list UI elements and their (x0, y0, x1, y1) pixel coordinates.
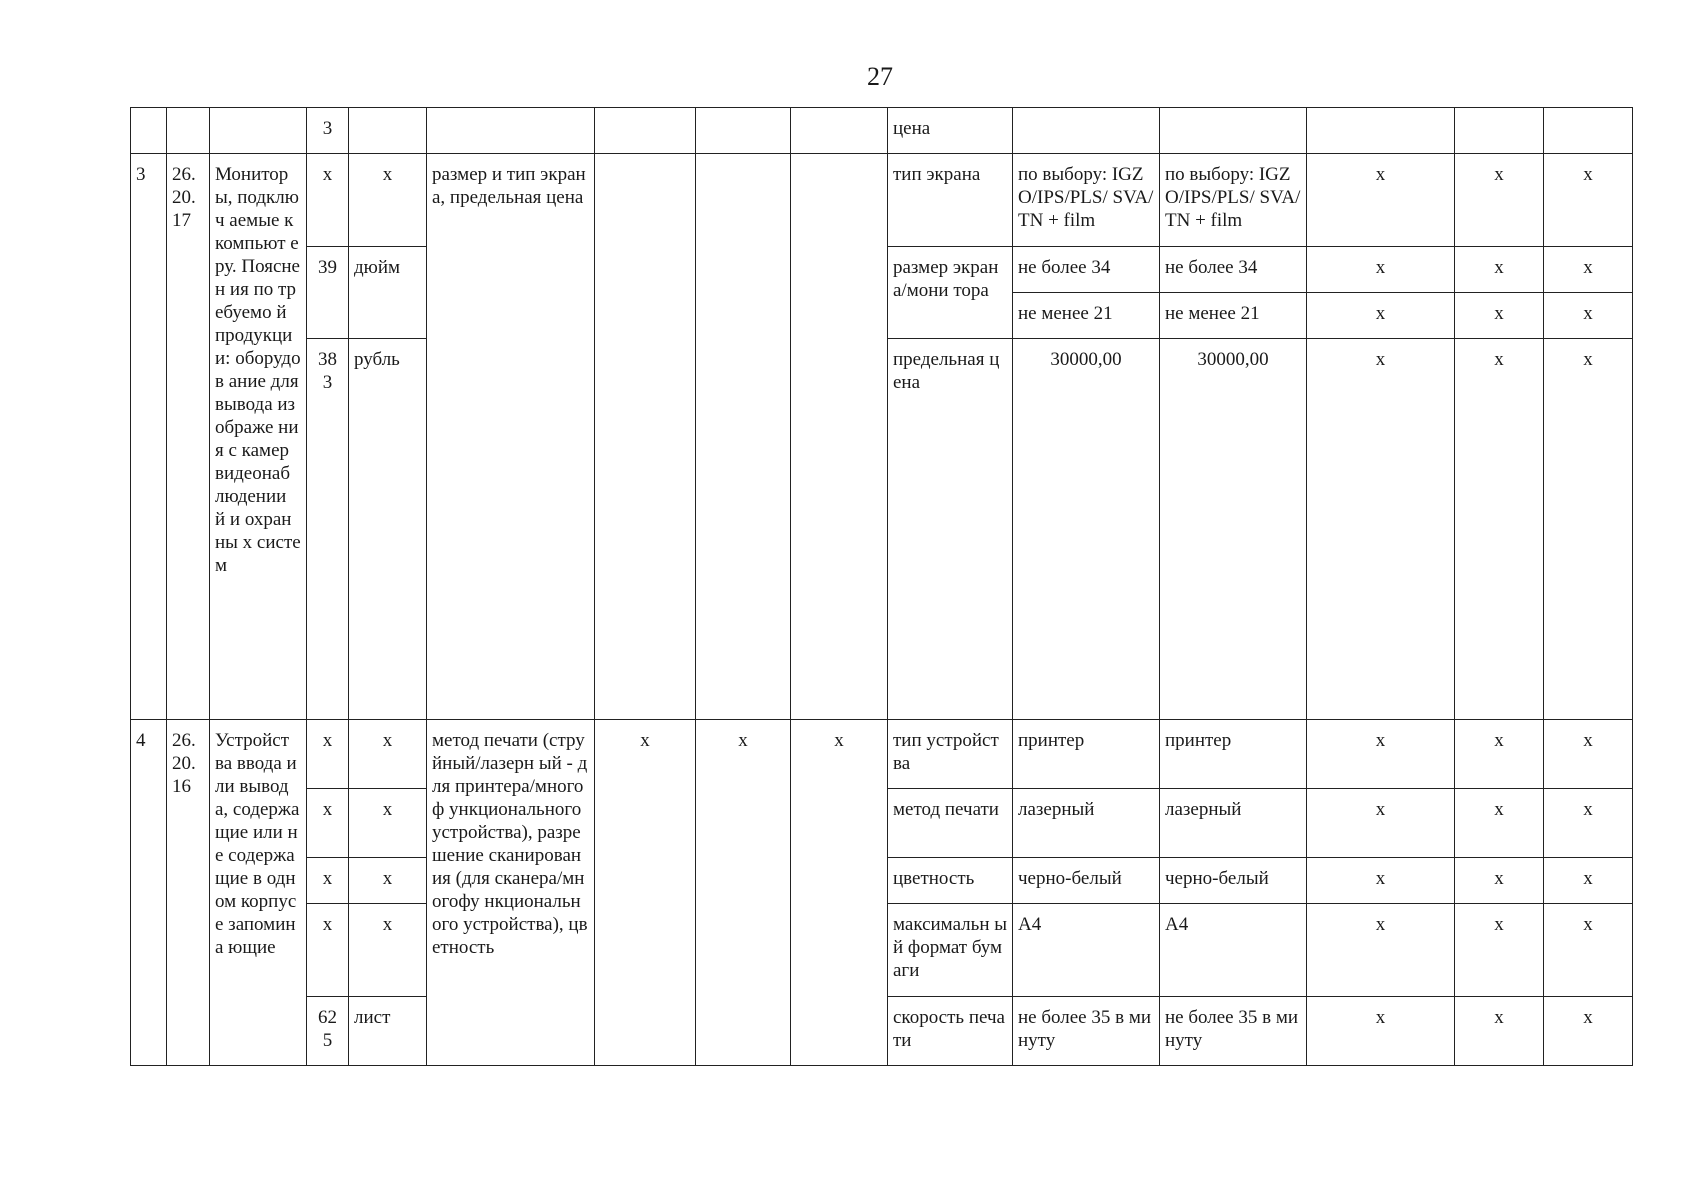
value-cell: принтер (1160, 720, 1307, 789)
value-cell: по выбору: IGZO/IPS/PLS/ SVA/TN + film (1013, 154, 1160, 247)
unit-cell: рубль (349, 339, 427, 720)
x-cell: х (1307, 904, 1455, 997)
code-cell: х (307, 858, 349, 904)
code-cell: х (307, 789, 349, 858)
x-cell: х (1307, 858, 1455, 904)
characteristic-cell: тип устройства (888, 720, 1013, 789)
code-cell: 39 (307, 247, 349, 339)
value-cell: лазерный (1013, 789, 1160, 858)
value-cell: не более 34 (1160, 247, 1307, 293)
value-cell: А4 (1160, 904, 1307, 997)
row-number: 3 (131, 154, 167, 720)
unit-cell: х (349, 154, 427, 247)
unit-cell: дюйм (349, 247, 427, 339)
okpd-code: 26. 20. 16 (167, 720, 210, 1066)
characteristic-cell: скорость печати (888, 997, 1013, 1066)
x-cell: х (791, 720, 888, 1066)
x-cell: х (696, 720, 791, 1066)
unit-cell: лист (349, 997, 427, 1066)
page-number: 27 (867, 62, 893, 91)
characteristic-cell: предельная цена (888, 339, 1013, 720)
x-cell: х (1307, 789, 1455, 858)
table-row (131, 154, 1633, 247)
x-cell: х (1455, 247, 1544, 293)
x-cell: х (1544, 789, 1633, 858)
value-cell: не более 34 (1013, 247, 1160, 293)
product-name: Монитор ы, подключ аемые к компьют еру. Пояснен ия по требуемо й продукци и: оборудов ание для вывода изображе ния с камер видеонаб людении й и охранны х систем (210, 154, 307, 720)
code-cell: 3 (307, 108, 349, 154)
code-cell: х (307, 904, 349, 997)
value-cell: по выбору: IGZO/IPS/PLS/ SVA/TN + film (1160, 154, 1307, 247)
x-cell: х (1544, 904, 1633, 997)
okpd-code: 26. 20. 17 (167, 154, 210, 720)
value-cell: лазерный (1160, 789, 1307, 858)
unit-cell: х (349, 858, 427, 904)
characteristic-cell: максимальн ый формат бумаги (888, 904, 1013, 997)
x-cell: х (1544, 247, 1633, 293)
value-cell: А4 (1013, 904, 1160, 997)
x-cell: х (1455, 904, 1544, 997)
product-name: Устройст ва ввода или вывода, содержа щие или не содержа щие в одном корпусе запомина ющие (210, 720, 307, 1066)
table-row (131, 720, 1633, 789)
characteristic-cell: размер экрана/мони тора (888, 247, 1013, 339)
x-cell: х (1544, 293, 1633, 339)
unit-cell: х (349, 789, 427, 858)
x-cell: х (1455, 154, 1544, 247)
code-cell: 38 3 (307, 339, 349, 720)
x-cell: х (1544, 858, 1633, 904)
code-cell: х (307, 720, 349, 789)
value-cell: не менее 21 (1013, 293, 1160, 339)
characteristic-cell: метод печати (888, 789, 1013, 858)
x-cell: х (1307, 154, 1455, 247)
value-cell: не более 35 в минуту (1013, 997, 1160, 1066)
characteristic-cell: цветность (888, 858, 1013, 904)
x-cell: х (1307, 293, 1455, 339)
x-cell: х (1544, 154, 1633, 247)
x-cell: х (1544, 997, 1633, 1066)
characteristic-cell: цена (888, 108, 1013, 154)
properties-cell: метод печати (струйный/лазерн ый - для принтера/многоф ункционального устройства), разрешение сканирования (для сканера/многофу нкционального устройства), цветность (427, 720, 595, 1066)
characteristic-cell: тип экрана (888, 154, 1013, 247)
x-cell: х (595, 720, 696, 1066)
value-cell: 30000,00 (1160, 339, 1307, 720)
x-cell: х (1455, 339, 1544, 720)
x-cell: х (1455, 858, 1544, 904)
value-cell: принтер (1013, 720, 1160, 789)
table-row (131, 108, 1633, 154)
x-cell: х (1455, 997, 1544, 1066)
x-cell: х (1307, 720, 1455, 789)
value-cell: не более 35 в минуту (1160, 997, 1307, 1066)
value-cell: 30000,00 (1013, 339, 1160, 720)
code-cell: х (307, 154, 349, 247)
value-cell: черно-белый (1160, 858, 1307, 904)
properties-cell: размер и тип экрана, предельная цена (427, 154, 595, 720)
requirements-table (130, 107, 1633, 1066)
x-cell: х (1307, 339, 1455, 720)
x-cell: х (1544, 720, 1633, 789)
x-cell: х (1307, 247, 1455, 293)
x-cell: х (1544, 339, 1633, 720)
x-cell: х (1455, 293, 1544, 339)
x-cell: х (1455, 720, 1544, 789)
unit-cell: х (349, 904, 427, 997)
unit-cell: х (349, 720, 427, 789)
value-cell: черно-белый (1013, 858, 1160, 904)
row-number: 4 (131, 720, 167, 1066)
code-cell: 62 5 (307, 997, 349, 1066)
x-cell: х (1455, 789, 1544, 858)
x-cell: х (1307, 997, 1455, 1066)
value-cell: не менее 21 (1160, 293, 1307, 339)
